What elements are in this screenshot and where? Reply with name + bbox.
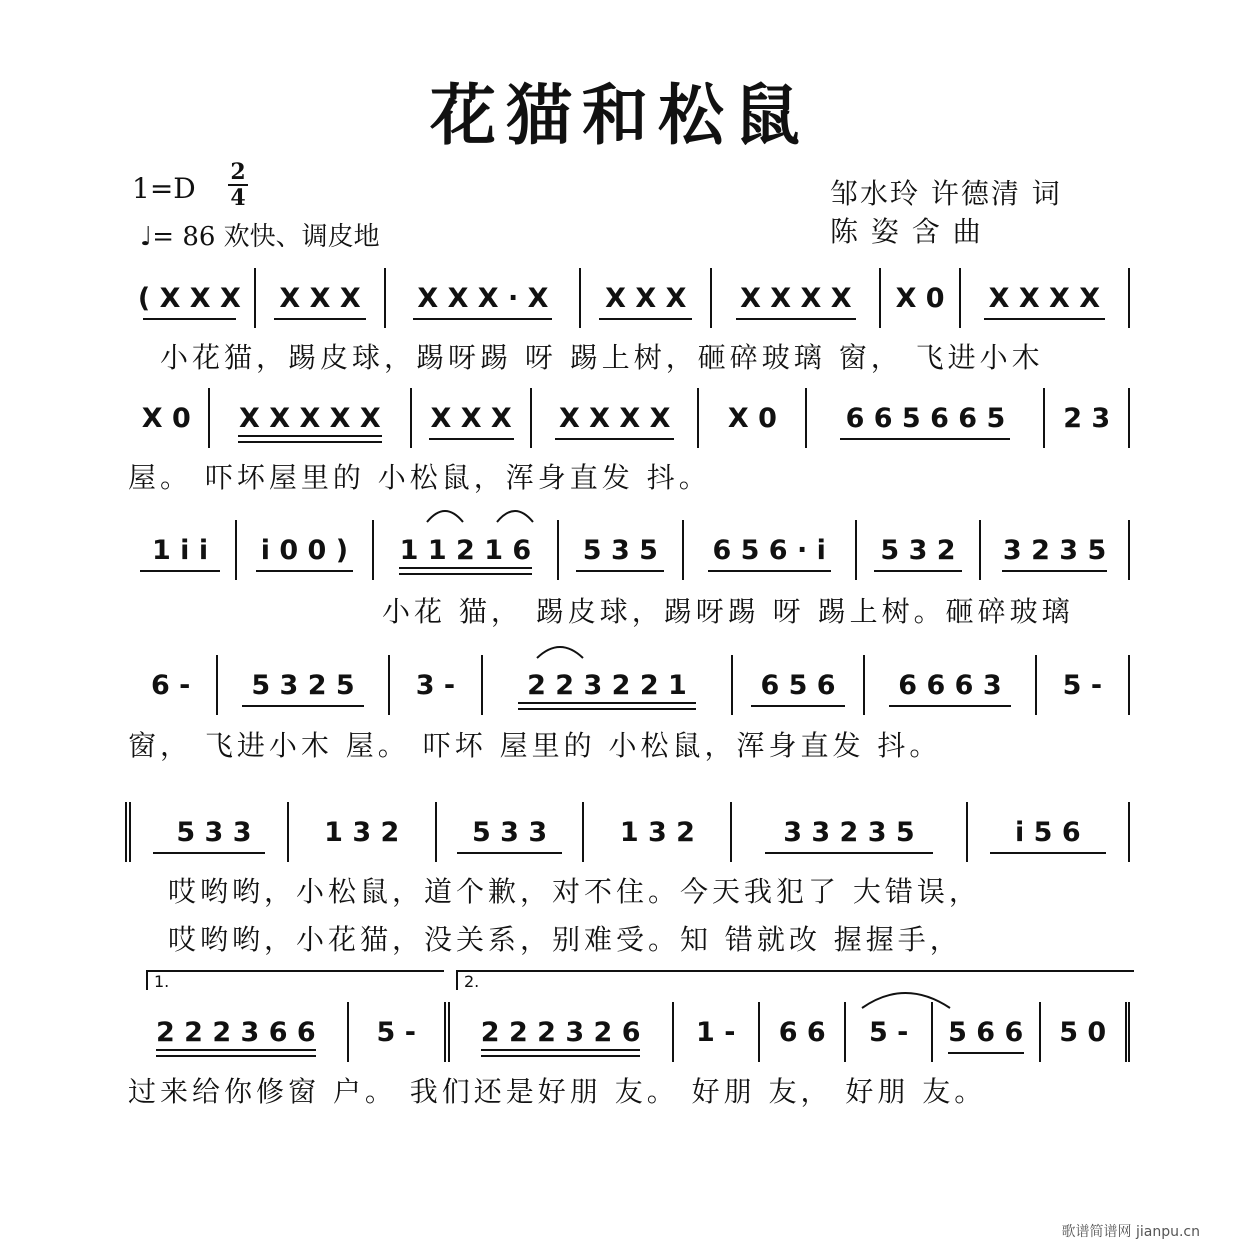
measure: 5 - xyxy=(349,1002,450,1062)
time-signature xyxy=(226,160,250,210)
measure: 2 2 2 3 2 6 xyxy=(450,1002,674,1062)
measure: 5 3 2 5 xyxy=(218,655,390,715)
system-6-notes xyxy=(125,1002,1130,1062)
measure: 3 3 2 3 5 xyxy=(732,802,967,862)
measure: X X X xyxy=(581,268,712,328)
measure: 3 2 3 5 xyxy=(981,520,1130,580)
measure: 6 5 6 · i xyxy=(684,520,857,580)
watermark: 歌谱简谱网 jianpu.cn xyxy=(1061,1224,1200,1240)
system-2-notes xyxy=(125,388,1130,448)
measure: 5 - xyxy=(846,1002,932,1062)
system-5-lyrics-verse2: 哎哟哟，小花猫，没关系，别难受。知 错就改 握握手， xyxy=(168,923,962,956)
key-signature: 1=D xyxy=(132,172,196,205)
system-6-lyrics: 过来给你修窗 户。 我们还是好朋 友。 好朋 友， 好朋 友。 xyxy=(128,1075,987,1108)
volta-1: 1. xyxy=(146,970,444,990)
slur xyxy=(497,511,533,522)
slur xyxy=(537,647,583,658)
measure: 5 - xyxy=(1037,655,1130,715)
measure: X 0 xyxy=(881,268,960,328)
system-3-lyrics: 小花 猫， 踢皮球，踢呀踢 呀 踢上树。砸碎玻璃 xyxy=(382,595,1074,628)
measure: 6 - xyxy=(125,655,218,715)
measure: 5 3 3 xyxy=(125,802,289,862)
measure: 5 6 6 xyxy=(933,1002,1041,1062)
measure: 2 2 2 3 6 6 xyxy=(125,1002,349,1062)
tempo-marking: ♩= 86 欢快、调皮地 xyxy=(140,222,380,252)
system-1-notes xyxy=(125,268,1130,328)
slur-marks xyxy=(425,500,545,530)
composer-credit: 陈 姿 含 曲 xyxy=(830,215,983,248)
measure: X 0 xyxy=(125,388,210,448)
measure: 2 3 xyxy=(1045,388,1130,448)
measure: X X X xyxy=(412,388,532,448)
measure: X X X X xyxy=(712,268,881,328)
measure: 6 6 xyxy=(760,1002,846,1062)
volta-2: 2. xyxy=(456,970,1134,990)
song-title: 花猫和松鼠 xyxy=(430,77,810,154)
measure: X X X X xyxy=(961,268,1130,328)
measure: i 0 0 ) xyxy=(237,520,374,580)
measure: ( X X X xyxy=(125,268,256,328)
lyricist-credit: 邹水玲 许德清 词 xyxy=(830,177,1062,210)
measure: 5 0 xyxy=(1041,1002,1130,1062)
system-4-lyrics: 窗， 飞进小木 屋。 吓坏 屋里的 小松鼠，浑身直发 抖。 xyxy=(128,729,942,762)
slur xyxy=(862,993,950,1008)
measure: X X X · X xyxy=(386,268,581,328)
system-1-lyrics: 小花猫，踢皮球，踢呀踢 呀 踢上树，砸碎玻璃 窗， 飞进小木 xyxy=(160,341,1044,374)
time-sig-bottom: 4 xyxy=(230,185,246,211)
measure: 1 i i xyxy=(125,520,237,580)
measure: i 5 6 xyxy=(968,802,1130,862)
measure: 6 5 6 xyxy=(733,655,865,715)
measure: 6 6 6 3 xyxy=(865,655,1037,715)
time-sig-top: 2 xyxy=(230,159,246,185)
measure: 5 3 5 xyxy=(559,520,683,580)
measure: 1 3 2 xyxy=(584,802,732,862)
slur xyxy=(427,511,463,522)
measure: 3 - xyxy=(390,655,483,715)
measure: X X X X X xyxy=(210,388,413,448)
slur-mark xyxy=(535,636,595,666)
measure: 6 6 5 6 6 5 xyxy=(807,388,1045,448)
system-3-notes xyxy=(125,520,1130,580)
measure: 5 3 2 xyxy=(857,520,981,580)
measure: 2 2 3 2 2 1 xyxy=(483,655,733,715)
system-2-lyrics: 屋。 吓坏屋里的 小松鼠，浑身直发 抖。 xyxy=(128,461,711,494)
measure: X X X xyxy=(256,268,387,328)
measure: 1 3 2 xyxy=(289,802,437,862)
measure: X X X X xyxy=(532,388,699,448)
measure: 1 1 2 1 6 xyxy=(374,520,560,580)
measure: 1 - xyxy=(674,1002,760,1062)
system-5-notes xyxy=(125,802,1130,862)
measure: X 0 xyxy=(699,388,807,448)
system-4-notes xyxy=(125,655,1130,715)
system-5-lyrics-verse1: 哎哟哟，小松鼠，道个歉，对不住。今天我犯了 大错误， xyxy=(168,875,981,908)
measure: 5 3 3 xyxy=(437,802,585,862)
slur-mark xyxy=(860,984,960,1014)
